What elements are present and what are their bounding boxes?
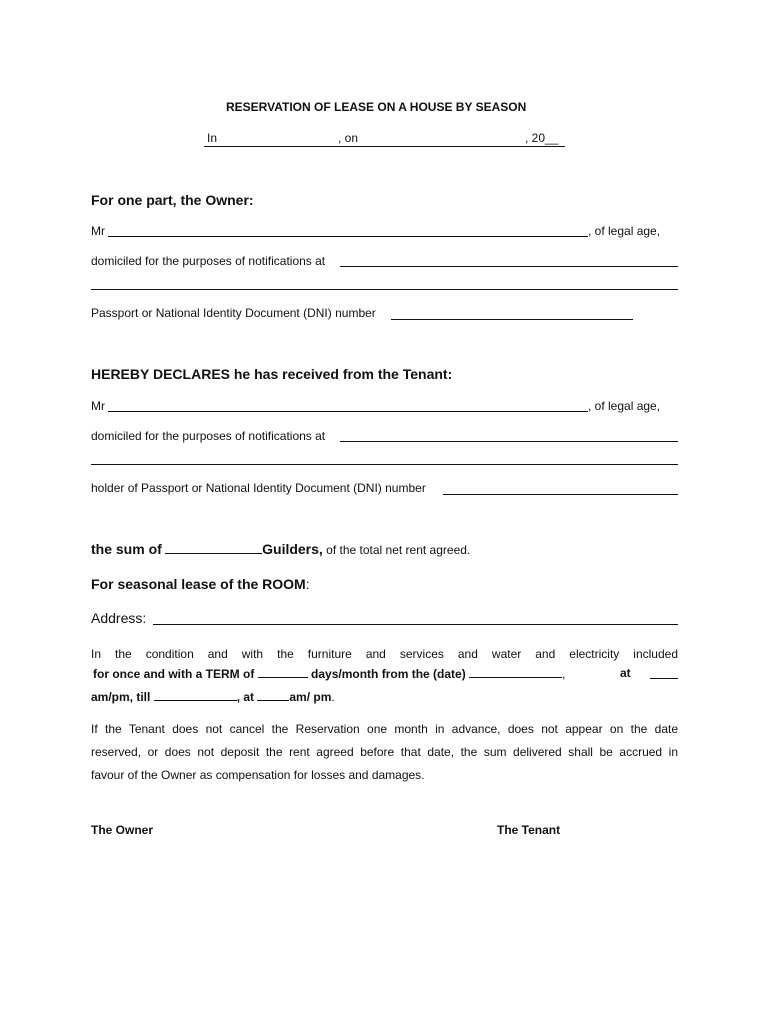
lease-heading <box>91 576 310 592</box>
owner-id-label: Passport or National Identity Document (DNI) number <box>91 306 376 320</box>
ampm-end: am/ pm <box>289 690 332 704</box>
owner-signature-label: The Owner <box>91 823 154 837</box>
tenant-id-field[interactable] <box>443 494 678 495</box>
till-time-field[interactable] <box>257 689 289 701</box>
term-prefix: for once and with a TERM of <box>93 667 255 681</box>
tenant-legal-age: , of legal age, <box>588 399 661 413</box>
term-line <box>93 666 565 681</box>
clause-line-2: reserved, or does not deposit the rent agreed before that date, the sum delivered shall be accrued in <box>91 745 678 759</box>
term-comma: , <box>562 667 566 681</box>
owner-domicile-field-2[interactable] <box>91 289 678 290</box>
sum-suffix: of the total net rent agreed. <box>326 543 471 557</box>
sum-prefix: the sum of <box>91 541 162 557</box>
owner-heading: For one part, the Owner: <box>91 192 254 208</box>
clause-line-1: If the Tenant does not cancel the Reservation one month in advance, does not appear on the date <box>91 722 678 736</box>
tenant-signature-label: The Tenant <box>497 823 561 837</box>
owner-domicile-field[interactable] <box>340 266 678 267</box>
at-label: , at <box>236 690 255 704</box>
tenant-domicile-field[interactable] <box>340 441 678 442</box>
year-label: , 20__ <box>525 131 559 145</box>
tenant-heading: HEREBY DECLARES he has received from the Tenant: <box>91 366 453 382</box>
on-label: , on <box>338 131 359 145</box>
place-date-line <box>204 131 565 147</box>
sum-line <box>91 541 470 557</box>
ampm-till: am/pm, till <box>91 690 151 704</box>
tenant-name-field[interactable] <box>108 411 588 412</box>
owner-id-field[interactable] <box>391 319 633 320</box>
tenant-domicile-field-2[interactable] <box>91 464 678 465</box>
document-title: RESERVATION OF LEASE ON A HOUSE BY SEASON <box>226 100 527 114</box>
address-field[interactable] <box>153 624 678 625</box>
owner-legal-age: , of legal age, <box>588 224 661 238</box>
term-at: at <box>620 666 631 680</box>
address-label: Address: <box>91 610 147 626</box>
term-time-field[interactable] <box>650 678 678 679</box>
term-length-field[interactable] <box>258 666 308 678</box>
period: . <box>331 690 335 704</box>
clause-line-3: favour of the Owner as compensation for losses and damages. <box>91 768 425 782</box>
term-date-field[interactable] <box>469 666 562 678</box>
sum-amount-field[interactable] <box>165 542 262 554</box>
till-date-field[interactable] <box>154 689 237 701</box>
till-line <box>91 689 335 704</box>
sum-currency: Guilders, <box>262 541 323 557</box>
owner-domicile-label: domiciled for the purposes of notifications at <box>91 254 326 268</box>
owner-mr-label: Mr <box>91 224 105 238</box>
lease-heading-main: For seasonal lease of the ROOM <box>91 576 306 592</box>
term-days: days/month from the (date) <box>311 667 466 681</box>
lease-heading-colon: : <box>305 576 310 592</box>
tenant-id-label: holder of Passport or National Identity Document (DNI) number <box>91 481 426 495</box>
in-label: In <box>207 131 218 145</box>
condition-line: In the condition and with the furniture and services and water and electricity included <box>91 647 678 661</box>
owner-name-field[interactable] <box>108 236 588 237</box>
tenant-domicile-label: domiciled for the purposes of notifications at <box>91 429 326 443</box>
tenant-mr-label: Mr <box>91 399 105 413</box>
